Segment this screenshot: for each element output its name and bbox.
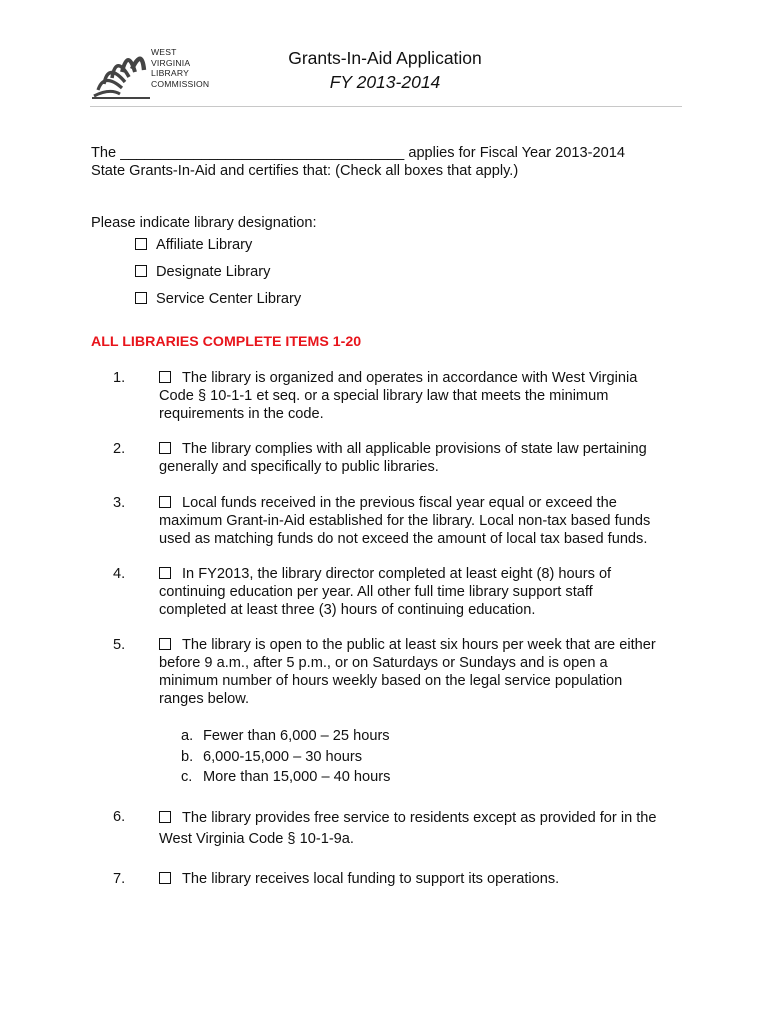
designation-prompt: Please indicate library designation: [91,215,317,231]
checkbox[interactable] [159,638,171,650]
item-number: 7. [113,871,126,887]
item-line: used as matching funds do not exceed the amount of local tax based funds. [159,531,648,547]
item-line: generally and specifically to public libraries. [159,459,439,475]
item-line: requirements in the code. [159,406,324,422]
item-number: 3. [113,495,126,511]
item-number: 6. [113,809,126,825]
section-heading: ALL LIBRARIES COMPLETE ITEMS 1-20 [91,334,362,350]
document-header [265,47,505,93]
list-marker: a. [181,728,194,744]
item-line: minimum number of hours weekly based on the legal service population [159,673,623,689]
item-text [159,636,699,708]
item-line: The library complies with all applicable provisions of state law pertaining [182,441,647,457]
item-text [159,494,699,548]
list-item-text: 6,000-15,000 – 30 hours [203,748,363,765]
list-marker: c. [181,769,193,785]
wvlc-logo [92,42,222,102]
designation-section [91,214,317,307]
item-text [159,369,699,423]
item-text [159,440,699,476]
checkbox[interactable] [159,442,171,454]
item-text [159,808,699,850]
list-marker: b. [181,748,194,765]
item-number: 4. [113,566,126,582]
logo-line: WEST [151,47,177,57]
logo-line: LIBRARY [151,68,190,78]
header-divider [90,106,682,107]
item-line: continuing education per year. All other full time library support staff [159,584,593,600]
checkbox[interactable] [135,238,147,250]
item-line: The library receives local funding to support its operations. [182,871,560,887]
item-line: The library is open to the public at least six hours per week that are either [182,637,656,653]
designation-option-affiliate[interactable] [135,236,252,254]
item-line: West Virginia Code § 10-1-9a. [159,831,354,847]
logo-line: COMMISSION [151,78,210,89]
population-ranges-list [91,726,390,788]
item-line: completed at least three (3) hours of continuing education. [159,602,536,618]
checkbox[interactable] [135,265,147,277]
intro-line: The ___________________________________ applies for Fiscal Year 2013-2014 [91,145,625,161]
item-line: The library is organized and operates in accordance with West Virginia [182,370,638,386]
intro-line: State Grants-In-Aid and certifies that: (Check all boxes that apply.) [91,163,519,179]
list-item [91,747,390,768]
checkbox[interactable] [159,872,171,884]
checkbox[interactable] [159,567,171,579]
item-line: Local funds received in the previous fiscal year equal or exceed the [182,495,617,511]
item-line: The library provides free service to residents except as provided for in the [182,810,657,826]
checkbox[interactable] [159,496,171,508]
designation-option-designate[interactable] [135,263,270,281]
list-item [91,726,390,747]
checkbox[interactable] [135,292,147,304]
logo-wordmark [151,47,209,89]
item-line: Code § 10-1-1 et seq. or a special library law that meets the minimum [159,388,609,404]
option-label: Affiliate Library [156,237,253,253]
intro-paragraph [91,144,625,180]
item-text [159,565,699,619]
checkbox[interactable] [159,811,171,823]
item-line: ranges below. [159,691,250,707]
option-label: Designate Library [156,264,271,280]
item-line: In FY2013, the library director completed at least eight (8) hours of [182,566,612,582]
list-item-text: Fewer than 6,000 – 25 hours [203,728,390,744]
document-subtitle: FY 2013-2014 [329,72,441,92]
list-item-text: More than 15,000 – 40 hours [203,769,391,785]
list-item [91,767,390,788]
item-text [159,870,699,888]
item-line: before 9 a.m., after 5 p.m., or on Saturdays or Sundays and is open a [159,655,608,671]
option-label: Service Center Library [156,291,302,307]
designation-option-service-center[interactable] [135,290,301,308]
book-fan-icon [92,42,152,102]
item-number: 5. [113,637,126,653]
item-number: 2. [113,441,126,457]
checkbox[interactable] [159,371,171,383]
document-title: Grants-In-Aid Application [288,48,482,68]
logo-line: VIRGINIA [151,57,191,68]
item-line: maximum Grant-in-Aid established for the library. Local non-tax based funds [159,513,651,529]
item-number: 1. [113,370,126,386]
